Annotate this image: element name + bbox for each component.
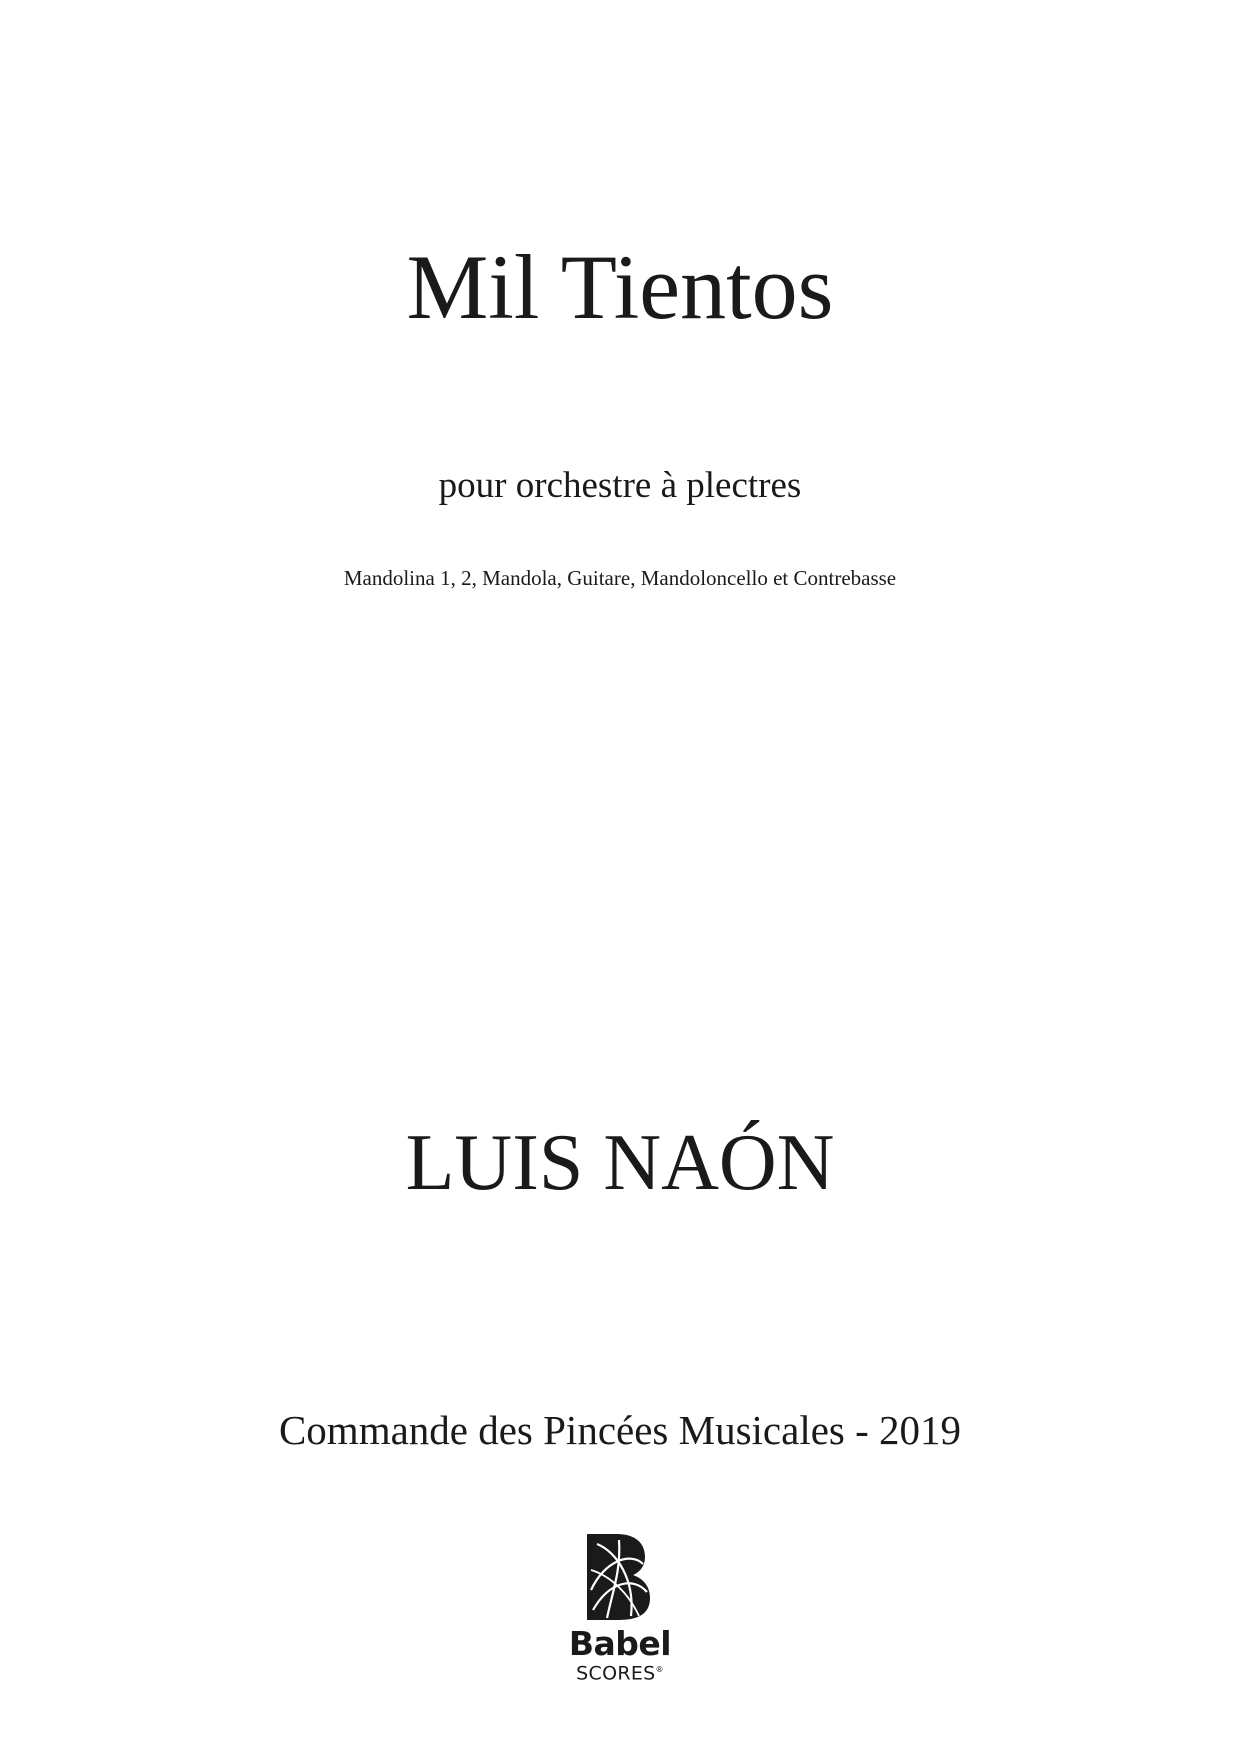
- registered-mark: ®: [655, 1665, 664, 1674]
- composer-name: LUIS NAÓN: [405, 1119, 835, 1207]
- publisher-logo: [560, 1530, 680, 1685]
- instrumentation: Mandolina 1, 2, Mandola, Guitare, Mandoloncello et Contrebasse: [343, 566, 897, 590]
- commission-line: Commande des Pincées Musicales - 2019: [278, 1407, 962, 1453]
- score-title: Mil Tientos: [406, 236, 834, 338]
- score-subtitle: pour orchestre à plectres: [438, 465, 802, 506]
- publisher-name: Babel: [568, 1624, 672, 1663]
- publisher-sub-label: SCORES: [576, 1662, 656, 1685]
- babel-scores-b-logo-icon: [583, 1530, 653, 1622]
- publisher-sub: [560, 1660, 680, 1683]
